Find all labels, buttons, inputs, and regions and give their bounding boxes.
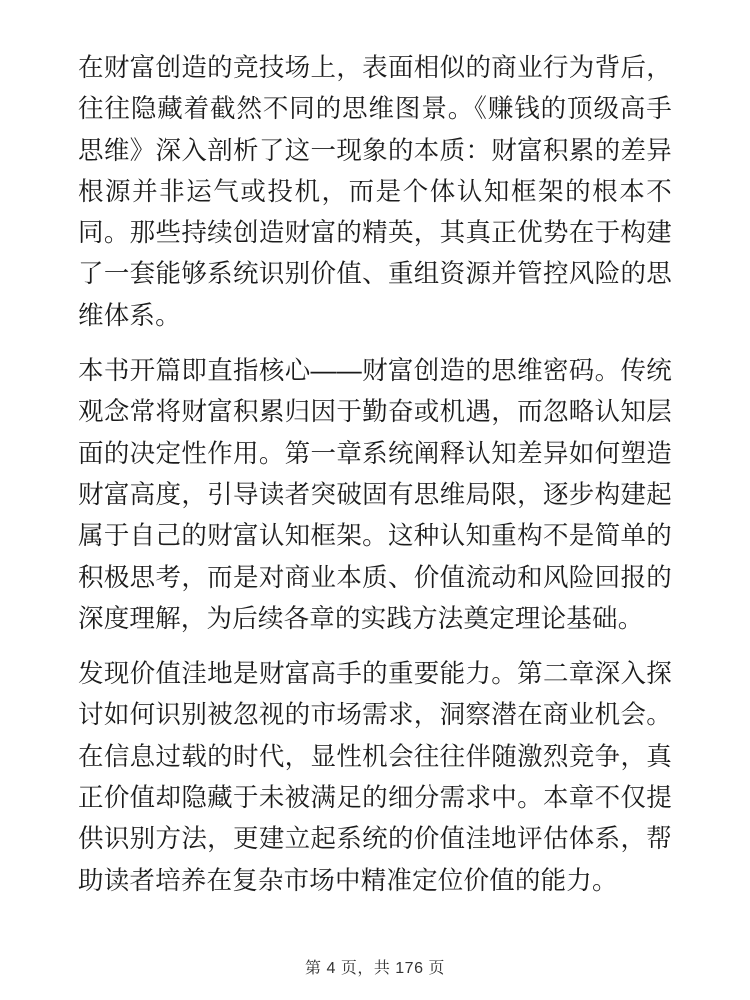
paragraph: 本书开篇即直指核心——财富创造的思维密码。传统观念常将财富积累归因于勤奋或机遇，而忽略认知层面的决定性作用。第一章系统阐释认知差异如何塑造财富高度，引导读者突破固有思维局限，逐步构建起属于自己的财富认知框架。这种认知重构不是简单的积极思考，而是对商业本质、价值流动和风险回报的深度理解，为后续各章的实践方法奠定理论基础。	[78, 357, 672, 633]
document-body	[78, 48, 672, 902]
page-footer: 第 4 页，共 176 页	[305, 960, 445, 977]
paragraph: 在财富创造的竞技场上，表面相似的商业行为背后，往往隐藏着截然不同的思维图景。《赚钱的顶级高手思维》深入剖析了这一现象的本质：财富积累的差异根源并非运气或投机，而是个体认知框架的根本不同。那些持续创造财富的精英，其真正优势在于构建了一套能够系统识别价值、重组资源并管控风险的思维体系。	[78, 54, 672, 330]
paragraph: 发现价值洼地是财富高手的重要能力。第二章深入探讨如何识别被忽视的市场需求，洞察潜在商业机会。在信息过载的时代，显性机会往往伴随激烈竞争，真正价值却隐藏于未被满足的细分需求中。本章不仅提供识别方法，更建立起系统的价值洼地评估体系，帮助读者培养在复杂市场中精准定位价值的能力。	[78, 660, 672, 895]
